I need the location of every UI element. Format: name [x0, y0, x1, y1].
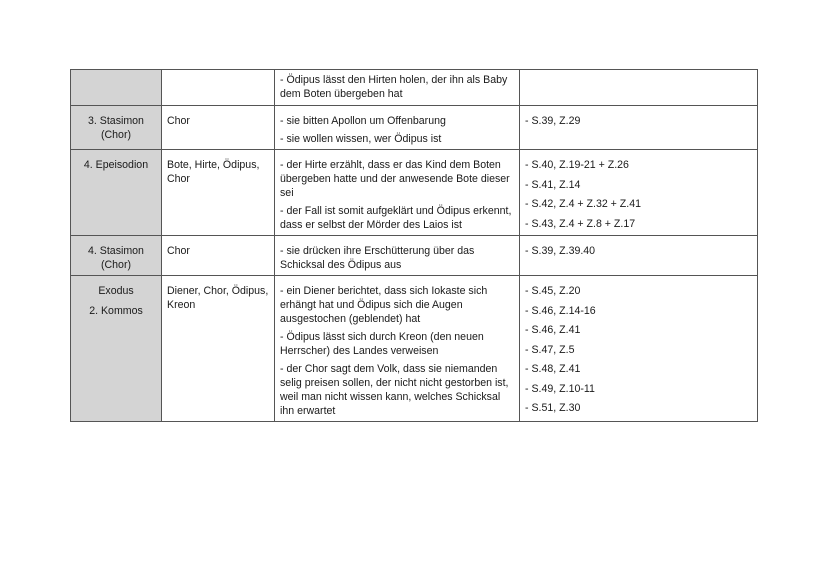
phase-label: Exodus [98, 285, 134, 297]
phase-sublabel: (Chor) [100, 259, 132, 271]
refs-cell [520, 106, 758, 150]
page-reference: - S.47, Z.5 [525, 343, 575, 356]
phase-cell [71, 236, 162, 276]
page-reference: - S.39, Z.39.40 [525, 245, 596, 257]
phase-cell [71, 106, 162, 150]
page-reference: - S.43, Z.4 + Z.8 + Z.17 [525, 217, 636, 230]
characters-cell: Diener, Chor, Ödipus, Kreon [162, 276, 275, 422]
table-row [71, 236, 758, 276]
table-row [71, 70, 758, 106]
refs-cell [520, 70, 758, 106]
content-line: - Ödipus lässt den Hirten holen, der ihn als Baby dem Boten übergeben hat [280, 74, 508, 100]
content-line: - der Fall ist somit aufgeklärt und Ödipus erkennt, dass er selbst der Mörder des Laios ist [280, 205, 512, 231]
page-reference: - S.46, Z.41 [525, 324, 581, 336]
refs-cell [520, 150, 758, 236]
characters-cell: Chor [162, 236, 275, 276]
page-reference: - S.45, Z.20 [525, 285, 581, 297]
table-row [71, 150, 758, 236]
phase-cell [71, 70, 162, 106]
drama-structure-table [70, 69, 758, 422]
content-line: - der Chor sagt dem Volk, dass sie niemanden selig preisen sollen, der nicht nicht gestorben ist, weil man nicht wissen kann, welches Schicksal ihn erwartet [280, 363, 509, 417]
phase-cell [71, 150, 162, 236]
refs-cell [520, 276, 758, 422]
page-reference: - S.39, Z.29 [525, 115, 581, 127]
content-line: - Ödipus lässt sich durch Kreon (den neuen Herrscher) des Landes verweisen [280, 331, 484, 357]
page-reference: - S.40, Z.19-21 + Z.26 [525, 159, 629, 171]
content-cell [275, 276, 520, 422]
content-line: - sie drücken ihre Erschütterung über das Schicksal des Ödipus aus [280, 245, 475, 271]
phase-label: 3. Stasimon [88, 115, 144, 127]
phase-cell [71, 276, 162, 422]
page-reference: - S.51, Z.30 [525, 402, 581, 414]
phase-sublabel: 2. Kommos [89, 305, 143, 317]
characters-cell: Bote, Hirte, Ödipus, Chor [162, 150, 275, 236]
content-line: - ein Diener berichtet, dass sich Iokaste sich erhängt hat und Ödipus sich die Augen ausgestochen (geblendet) hat [280, 285, 488, 325]
content-line: - sie bitten Apollon um Offenbarung [280, 115, 446, 127]
characters-cell: Chor [162, 106, 275, 150]
page-reference: - S.46, Z.14-16 [525, 304, 596, 317]
page-reference: - S.42, Z.4 + Z.32 + Z.41 [525, 198, 641, 210]
phase-sublabel: (Chor) [100, 129, 132, 141]
content-cell [275, 150, 520, 236]
page-reference: - S.48, Z.41 [525, 363, 581, 375]
content-line: - sie wollen wissen, wer Ödipus ist [280, 133, 442, 145]
content-line: - der Hirte erzählt, dass er das Kind dem Boten übergeben hatte und der anwesende Bote dieser sei [280, 159, 510, 199]
refs-cell [520, 236, 758, 276]
content-cell [275, 70, 520, 106]
page-reference: - S.41, Z.14 [525, 178, 581, 191]
content-cell [275, 236, 520, 276]
characters-cell [162, 70, 275, 106]
phase-label: 4. Stasimon [88, 245, 144, 257]
table-row [71, 106, 758, 150]
page-reference: - S.49, Z.10-11 [525, 382, 595, 395]
content-cell [275, 106, 520, 150]
phase-label: 4. Epeisodion [83, 159, 149, 171]
table-row [71, 276, 758, 422]
